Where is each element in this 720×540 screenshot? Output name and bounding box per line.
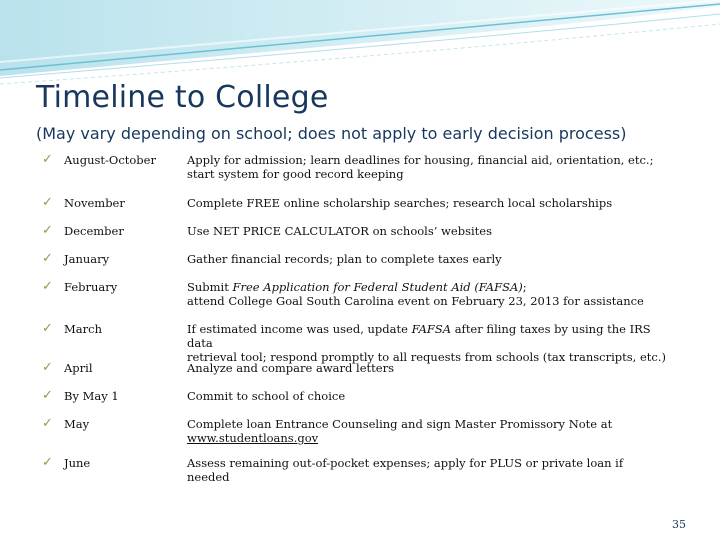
check-icon: ✓ xyxy=(42,455,53,470)
timeline-month: January xyxy=(64,252,110,266)
page-subtitle: (May vary depending on school; does not apply to early decision process) xyxy=(36,124,627,143)
timeline-month: November xyxy=(64,196,125,210)
page-title: Timeline to College xyxy=(36,80,329,115)
check-icon: ✓ xyxy=(42,416,53,431)
timeline-description: Analyze and compare award letters xyxy=(187,361,394,375)
timeline-month: December xyxy=(64,224,124,238)
timeline-description: Commit to school of choice xyxy=(187,389,346,403)
timeline-description: Use NET PRICE CALCULATOR on schools’ websites xyxy=(187,224,492,238)
timeline-month: August-October xyxy=(64,153,156,167)
check-icon: ✓ xyxy=(42,360,53,375)
timeline-month: March xyxy=(64,322,102,336)
check-icon: ✓ xyxy=(42,152,53,167)
timeline-description: Apply for admission; learn deadlines for housing, financial aid, orientation, etc.; start system for good record keeping xyxy=(187,153,654,181)
timeline-month: February xyxy=(64,280,118,294)
check-icon: ✓ xyxy=(42,321,53,336)
timeline-description: Complete FREE online scholarship searches; research local scholarships xyxy=(187,196,613,210)
check-icon: ✓ xyxy=(42,251,53,266)
check-icon: ✓ xyxy=(42,223,53,238)
timeline-description: Gather financial records; plan to complete taxes early xyxy=(187,252,502,266)
check-icon: ✓ xyxy=(42,195,53,210)
timeline-description: Submit Free Application for Federal Student Aid (FAFSA); attend College Goal South Carolina event on February 23, 2013 for assistance xyxy=(187,280,644,308)
timeline-month: June xyxy=(64,456,91,470)
timeline-description: Assess remaining out-of-pocket expenses; apply for PLUS or private loan if needed xyxy=(187,456,624,484)
timeline-month: By May 1 xyxy=(64,389,119,403)
timeline-description: Complete loan Entrance Counseling and sign Master Promissory Note at www.studentloans.gov xyxy=(187,417,613,445)
timeline-month: April xyxy=(64,361,93,375)
page-number: 35 xyxy=(672,518,686,531)
check-icon: ✓ xyxy=(42,388,53,403)
studentloans-link[interactable]: www.studentloans.gov xyxy=(187,431,319,445)
timeline-month: May xyxy=(64,417,90,431)
check-icon: ✓ xyxy=(42,279,53,294)
timeline-description: If estimated income was used, update FAFSA after filing taxes by using the IRS data retrieval tool; respond promptly to all requests from schools (tax transcripts, etc.) xyxy=(187,322,666,364)
